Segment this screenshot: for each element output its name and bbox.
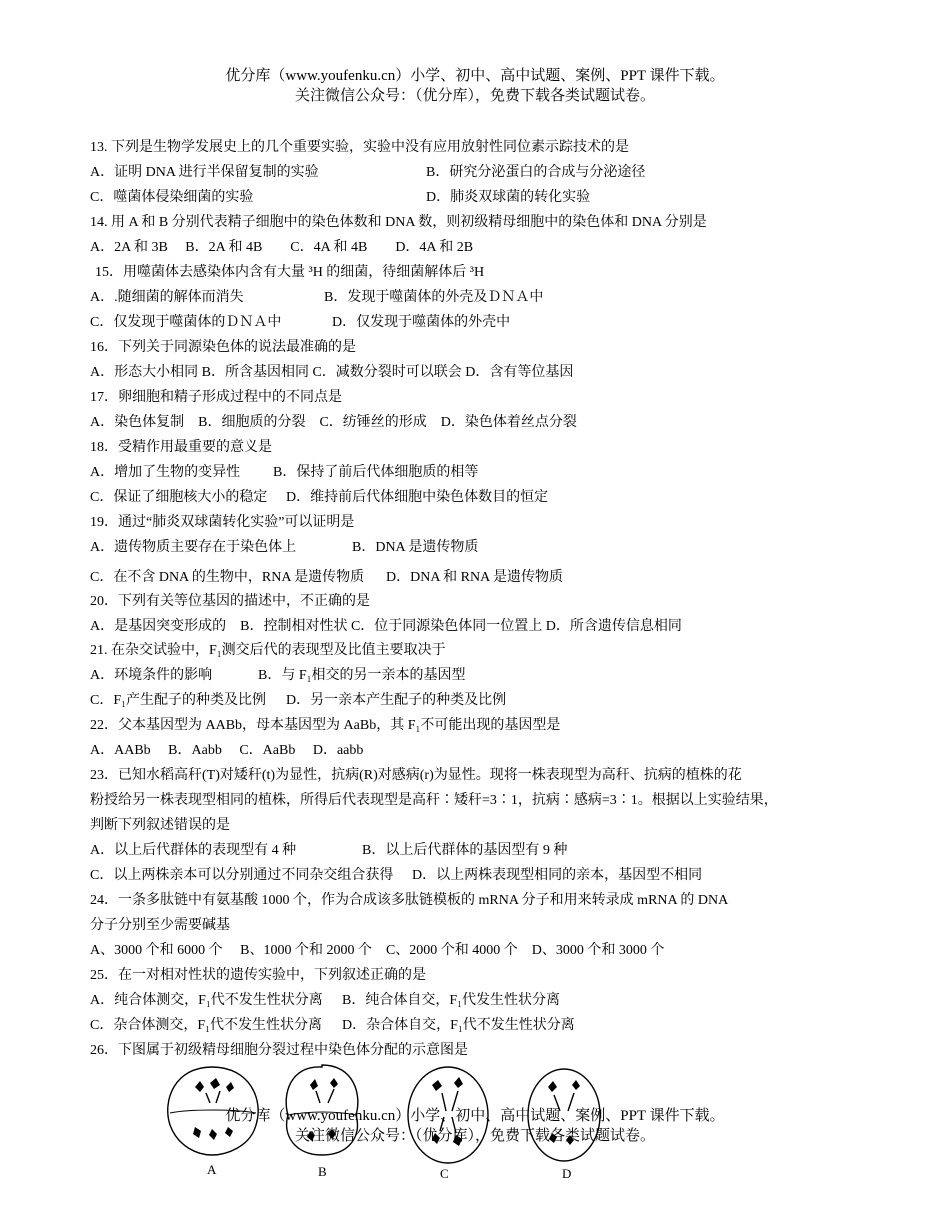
q21-option-d: D．另一亲本产生配子的种类及比例 xyxy=(286,693,507,708)
q15-option-d: D．仅发现于噬菌体的外壳中 xyxy=(332,315,511,330)
q19-option-a: A．遗传物质主要存在于染色体上 xyxy=(90,540,297,555)
q21-stem: 21. 在杂交试验中，F₁测交后代的表现型及比值主要取决于 xyxy=(90,643,446,658)
q17-stem: 17．卵细胞和精子形成过程中的不同点是 xyxy=(90,390,342,405)
q19-stem: 19．通过“肺炎双球菌转化实验”可以证明是 xyxy=(90,515,355,530)
q23-stem-line-1: 23．已知水稻高秆(T)对矮秆(t)为显性，抗病(R)对感病(r)为显性。现将一株表现型为高秆、抗病的植株的花 xyxy=(90,768,742,783)
q17-options: A．染色体复制 B．细胞质的分裂 C．纺锤丝的形成 D．染色体着丝点分裂 xyxy=(90,415,577,430)
q13-stem: 13. 下列是生物学发展史上的几个重要实验，实验中没有应用放射性同位素示踪技术的是 xyxy=(90,140,629,155)
q25-options-row-1 xyxy=(90,992,561,1010)
q23-option-b: B．以上后代群体的基因型有 9 种 xyxy=(362,843,568,858)
q22-options: A．AABb B．Aabb C．AaBb D．aabb xyxy=(90,743,364,758)
q13-options-row-2 xyxy=(90,189,591,207)
q21-options-row-1 xyxy=(90,667,466,685)
q13-option-b: B．研究分泌蛋白的合成与分泌途径 xyxy=(426,165,646,180)
q22-stem: 22．父本基因型为 AABb，母本基因型为 AaBb，其 F₁不可能出现的基因型是 xyxy=(90,718,561,733)
q19-option-d: D．DNA 和 RNA 是遗传物质 xyxy=(386,570,563,585)
q18-option-b: B．保持了前后代体细胞质的相等 xyxy=(273,465,479,480)
q15-options-row-1 xyxy=(90,289,544,307)
q21-option-c: C．F₁产生配子的种类及比例 xyxy=(90,693,267,708)
q16-options: A．形态大小相同 B．所含基因相同 C．减数分裂时可以联会 D．含有等位基因 xyxy=(90,365,574,380)
q13-option-a: A．证明 DNA 进行半保留复制的实验 xyxy=(90,165,319,180)
q19-options-row-1 xyxy=(90,539,479,557)
q23-stem-line-3: 判断下列叙述错误的是 xyxy=(90,818,230,833)
q23-options-row-2 xyxy=(90,867,703,885)
figure-label-a: A xyxy=(207,1162,217,1177)
figure-label-b: B xyxy=(318,1164,327,1179)
q24-stem-line-2: 分子分别至少需要碱基 xyxy=(90,918,230,933)
q23-option-c: C．以上两株亲本可以分别通过不同杂交组合获得 xyxy=(90,868,394,883)
q13-option-c: C．噬菌体侵染细菌的实验 xyxy=(90,190,254,205)
q15-option-c: C．仅发现于噬菌体的ＤＮＡ中 xyxy=(90,315,282,330)
q20-stem: 20．下列有关等位基因的描述中，不正确的是 xyxy=(90,594,370,609)
q19-option-c: C．在不含 DNA 的生物中，RNA 是遗传物质 xyxy=(90,570,365,585)
q21-option-b: B．与 F₁相交的另一亲本的基因型 xyxy=(258,668,466,683)
q25-options-row-2 xyxy=(90,1017,575,1035)
q14-stem: 14. 用 A 和 B 分别代表精子细胞中的染色体数和 DNA 数，则初级精母细胞中的染色体和 DNA 分别是 xyxy=(90,215,707,230)
q23-stem-line-2: 粉授给另一株表现型相同的植株，所得后代表现型是高秆∶矮秆=3∶1，抗病∶感病=3∶1。根据以上实验结果， xyxy=(90,793,778,808)
q16-stem: 16．下列关于同源染色体的说法最准确的是 xyxy=(90,340,356,355)
q25-stem: 25．在一对相对性状的遗传实验中，下列叙述正确的是 xyxy=(90,968,426,983)
q24-options: A、3000 个和 6000 个 B、1000 个和 2000 个 C、2000 个和 4000 个 D、3000 个和 3000 个 xyxy=(90,943,665,958)
q25-option-b: B．纯合体自交，F₁代发生性状分离 xyxy=(342,993,561,1008)
q18-options-row-2 xyxy=(90,489,549,507)
figure-label-c: C xyxy=(440,1166,449,1181)
q20-options: A．是基因突变形成的 B．控制相对性状 C．位于同源染色体同一位置上 D．所含遗传信息相同 xyxy=(90,619,682,634)
q25-option-c: C．杂合体测交，F₁代不发生性状分离 xyxy=(90,1018,323,1033)
q21-option-a: A．环境条件的影响 xyxy=(90,668,213,683)
q24-stem-line-1: 24．一条多肽链中有氨基酸 1000 个，作为合成该多肽链模板的 mRNA 分子和用来转录成 mRNA 的 DNA xyxy=(90,893,729,908)
footer-line-2: 关注微信公众号：（优分库），免费下载各类试题试卷。 xyxy=(294,1128,655,1144)
footer-line-1: 优分库（www.youfenku.cn）小学、初中、高中试题、案例、PPT 课件下载。 xyxy=(225,1108,725,1124)
q23-option-d: D．以上两株表现型相同的亲本，基因型不相同 xyxy=(412,868,703,883)
q15-options-row-2 xyxy=(90,314,511,332)
q23-options-row-1 xyxy=(90,842,568,860)
q19-options-row-2 xyxy=(90,569,563,587)
q13-options-row-1 xyxy=(90,164,646,182)
figure-label-d: D xyxy=(562,1166,572,1181)
q15-stem: 15．用噬菌体去感染体内含有大量 ³H 的细菌，待细菌解体后 ³H xyxy=(95,265,485,280)
q14-options: A．2A 和 3B B．2A 和 4B C．4A 和 4B D．4A 和 2B xyxy=(90,240,474,255)
q18-options-row-1 xyxy=(90,464,479,482)
q18-option-a: A．增加了生物的变异性 xyxy=(90,465,241,480)
q18-option-c: C．保证了细胞核大小的稳定 xyxy=(90,490,268,505)
q18-option-d: D．维持前后代体细胞中染色体数目的恒定 xyxy=(286,490,549,505)
q19-option-b: B．DNA 是遗传物质 xyxy=(352,540,479,555)
q23-option-a: A．以上后代群体的表现型有 4 种 xyxy=(90,843,297,858)
header-line-1: 优分库（www.youfenku.cn）小学、初中、高中试题、案例、PPT 课件下载。 xyxy=(225,68,725,84)
q18-stem: 18．受精作用最重要的意义是 xyxy=(90,440,272,455)
q15-option-a: A．.随细菌的解体而消失 xyxy=(90,290,244,305)
q21-options-row-2 xyxy=(90,692,507,710)
q13-option-d: D．肺炎双球菌的转化实验 xyxy=(426,190,591,205)
header-line-2: 关注微信公众号：（优分库），免费下载各类试题试卷。 xyxy=(294,88,655,104)
q26-stem: 26．下图属于初级精母细胞分裂过程中染色体分配的示意图是 xyxy=(90,1043,468,1058)
q15-option-b: B．发现于噬菌体的外壳及ＤＮＡ中 xyxy=(324,290,544,305)
q25-option-a: A．纯合体测交，F₁代不发生性状分离 xyxy=(90,993,323,1008)
q25-option-d: D．杂合体自交，F₁代不发生性状分离 xyxy=(342,1018,575,1033)
